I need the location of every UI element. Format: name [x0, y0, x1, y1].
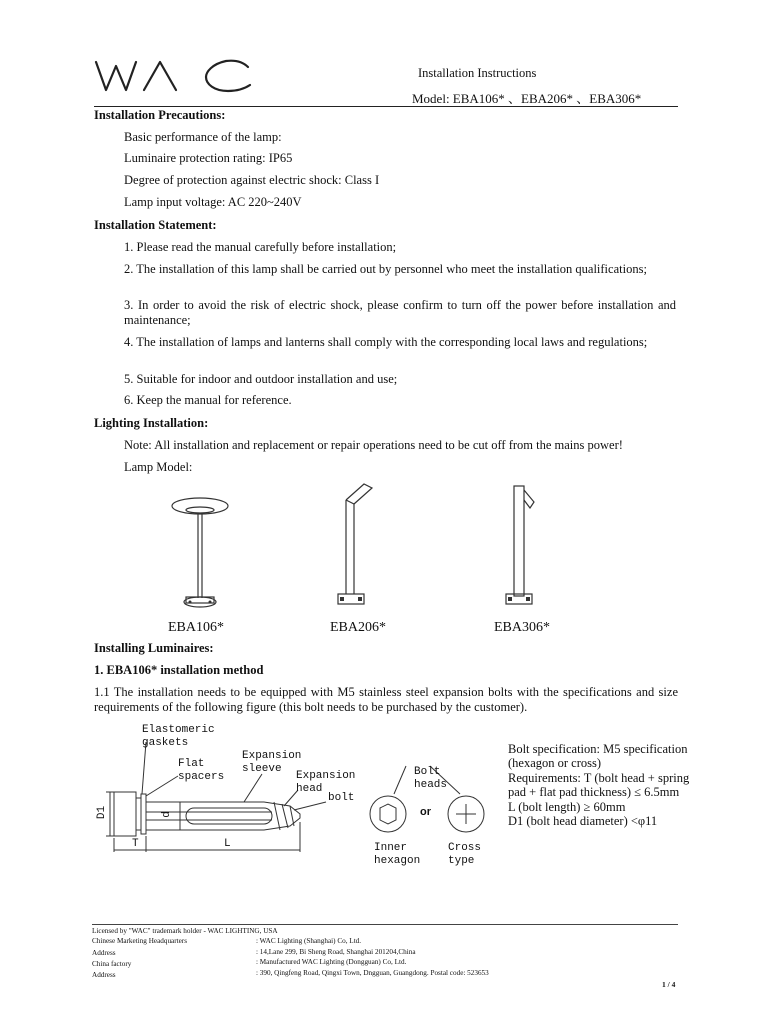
bolt-spec-line: D1 (bolt head diameter) <φ11 — [508, 814, 658, 828]
label-d: d — [160, 811, 173, 818]
power-note: Note: All installation and replacement or repair operations need to be cut off from the mains power! — [124, 438, 623, 452]
label-bolt: bolt — [328, 792, 355, 804]
label-gaskets: gaskets — [142, 737, 189, 749]
statement-item: 6. Keep the manual for reference. — [124, 393, 292, 407]
model-line: Model: EBA106* 、EBA206* 、EBA306* — [412, 91, 642, 106]
method-subheading: 1. EBA106* installation method — [94, 663, 264, 677]
statement-item: 5. Suitable for indoor and outdoor installation and use; — [124, 372, 398, 386]
footer-licensed: Licensed by "WAC" trademark holder - WAC LIGHTING, USA — [92, 927, 278, 935]
footer-label: China factory — [92, 960, 132, 968]
bolt-spec-line: L (bolt length) ≥ 60mm — [508, 800, 626, 814]
statement-item: 2. The installation of this lamp shall be carried out by personnel who meet the installation qualifications; — [124, 262, 647, 276]
label-expansion-sleeve: Expansion — [242, 750, 302, 762]
lamp-model-label: Lamp Model: — [124, 460, 193, 474]
label-hexagon: hexagon — [374, 855, 421, 867]
label-heads: heads — [414, 779, 448, 791]
statement-heading: Installation Statement: — [94, 218, 217, 232]
lighting-heading: Lighting Installation: — [94, 416, 209, 430]
precaution-line: Luminaire protection rating: IP65 — [124, 151, 293, 165]
lamp-label-eba106: EBA106* — [168, 620, 224, 635]
bolt-spec-line: Requirements: T (bolt head + spring — [508, 771, 690, 785]
label-inner: Inner — [374, 842, 408, 854]
label-or: or — [420, 806, 431, 818]
label-spacers: spacers — [178, 771, 225, 783]
footer-value: : 390, Qingfeng Road, Qingxi Town, Dngguan, Guangdong. Postal code: 523653 — [256, 969, 489, 977]
footer-label: Chinese Marketing Headquarters — [92, 937, 188, 945]
footer-label: Address — [92, 949, 116, 957]
statement-item: 3. In order to avoid the risk of electric shock, please confirm to turn off the power before installation and maintenance; — [124, 298, 676, 327]
label-expansion-head: Expansion — [296, 770, 356, 782]
precautions-heading: Installation Precautions: — [94, 108, 226, 122]
lamp-eba306-figure — [500, 482, 544, 612]
lamp-label-eba206: EBA206* — [330, 620, 386, 635]
bolt-spec-line: (hexagon or cross) — [508, 756, 602, 770]
document-title: Installation Instructions — [418, 66, 537, 80]
label-flat: Flat — [178, 758, 205, 770]
precaution-line: Lamp input voltage: AC 220~240V — [124, 195, 302, 209]
footer-value: : Manufactured WAC Lighting (Dongguan) Co, Ltd. — [256, 958, 407, 966]
lamp-eba106-figure — [168, 494, 232, 612]
label-l: L — [224, 838, 231, 850]
header-divider — [94, 106, 678, 107]
bolt-spec-line: pad + flat pad thickness) ≤ 6.5mm — [508, 785, 680, 799]
label-cross: Cross — [448, 842, 482, 854]
label-t: T — [132, 838, 139, 850]
label-head: head — [296, 783, 323, 795]
label-elastomeric: Elastomeric — [142, 724, 215, 736]
label-type: type — [448, 855, 475, 867]
precaution-line: Degree of protection against electric shock: Class I — [124, 173, 380, 187]
footer-value: : 14,Lane 299, Bi Sheng Road, Shanghai 201204,China — [256, 948, 416, 956]
page-number: 1 / 4 — [662, 980, 676, 989]
label-sleeve: sleeve — [242, 763, 282, 775]
label-bolt-heads: Bolt — [414, 766, 441, 778]
bolt-spec-line: Bolt specification: M5 specification — [508, 742, 688, 756]
footer-value: : WAC Lighting (Shanghai) Co, Ltd. — [256, 937, 362, 945]
wac-logo — [94, 56, 254, 96]
installing-heading: Installing Luminaires: — [94, 641, 214, 655]
label-d1: D1 — [96, 805, 109, 820]
footer-label: Address — [92, 971, 116, 979]
precaution-line: Basic performance of the lamp: — [124, 130, 282, 144]
statement-item: 4. The installation of lamps and lanterns shall comply with the corresponding local laws and regulations; — [124, 335, 648, 349]
footer-divider — [92, 924, 678, 925]
lamp-label-eba306: EBA306* — [494, 620, 550, 635]
bolt-requirement-paragraph: 1.1 The installation needs to be equipped with M5 stainless steel expansion bolts with the specifications and size requirements of the following figure (this bolt needs to be purchased by the customer). — [94, 685, 678, 714]
lamp-eba206-figure — [334, 482, 378, 612]
statement-item: 1. Please read the manual carefully before installation; — [124, 240, 397, 254]
